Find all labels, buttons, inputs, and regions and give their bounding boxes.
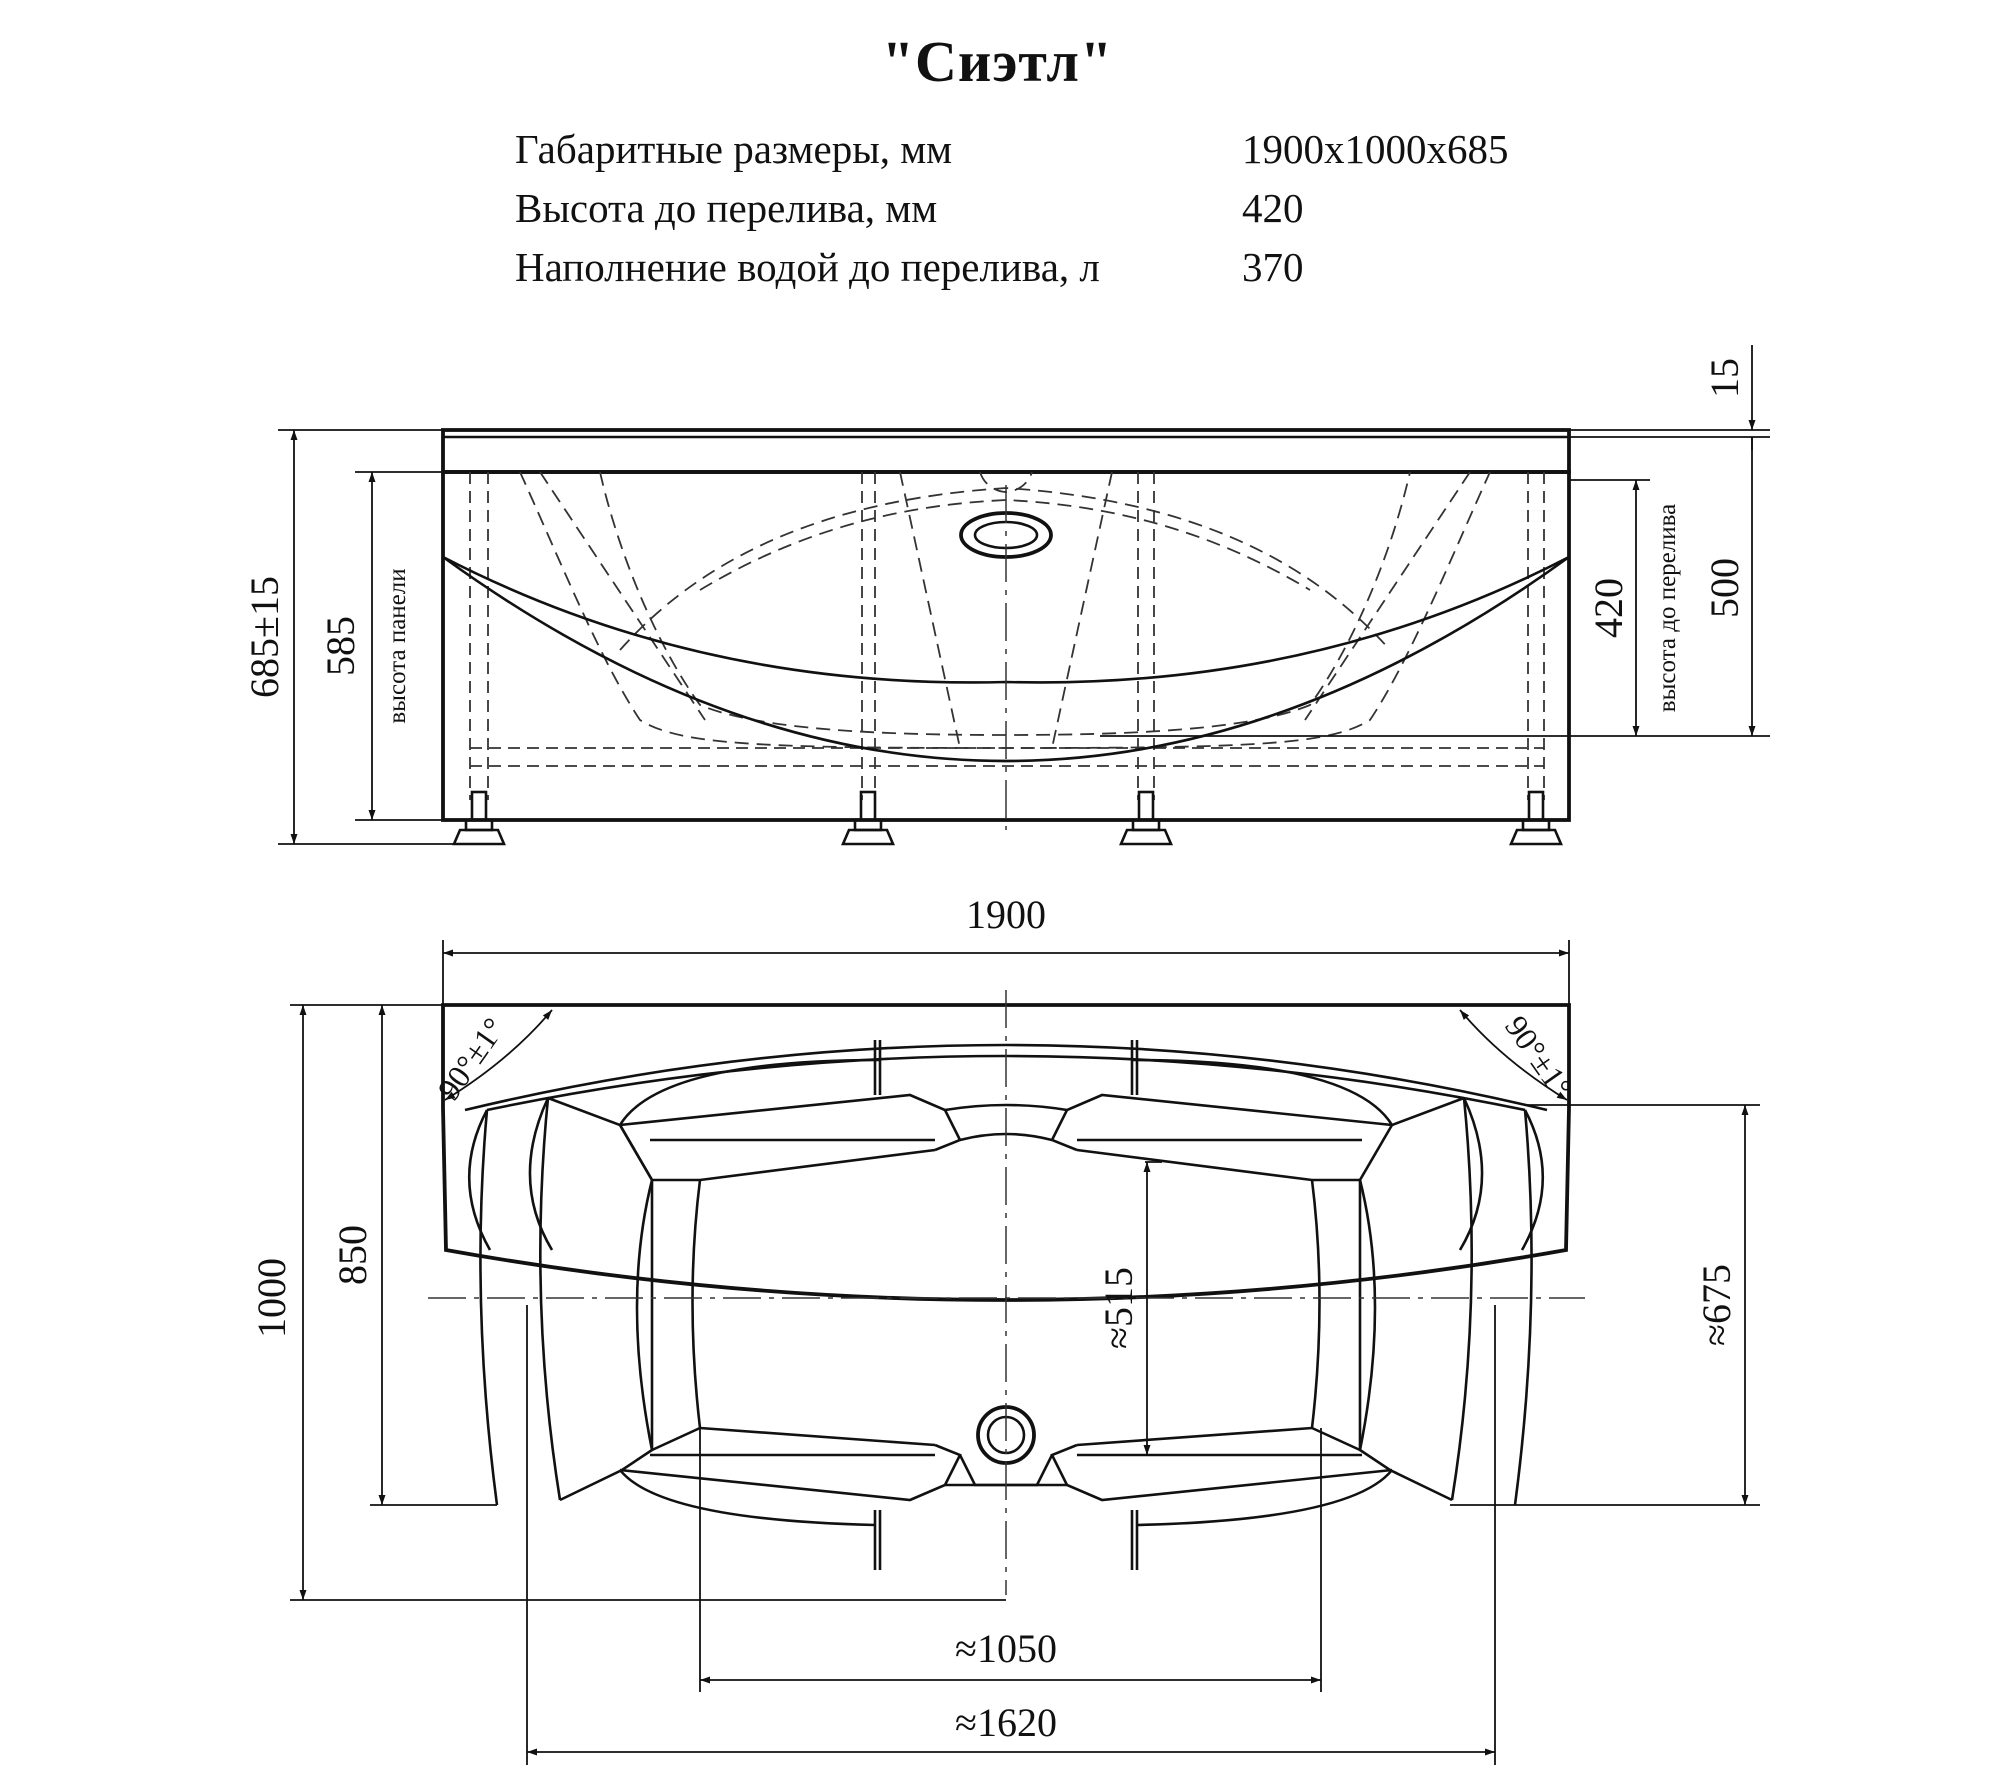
dim-total-height: 685±15 — [242, 576, 287, 698]
drawing-title: "Сиэтл" — [881, 29, 1114, 94]
dim-rim-thickness: 15 — [1702, 358, 1747, 398]
spec-label: Габаритные размеры, мм — [515, 126, 953, 172]
label-overflow-height: высота до перелива — [1654, 503, 1681, 713]
angle-right: 90°±1° — [1498, 1009, 1580, 1105]
top-view — [249, 892, 1760, 1765]
spec-value: 370 — [1242, 244, 1304, 290]
angle-left: 90°±1° — [430, 1011, 512, 1107]
backrest-left — [480, 1098, 700, 1505]
dim-width-inner: 850 — [330, 1225, 375, 1285]
backrest-right — [1312, 1098, 1532, 1505]
dim-inner-height: 500 — [1702, 558, 1747, 618]
dim-panel-height: 585 — [318, 616, 363, 676]
side-view — [242, 345, 1770, 844]
dim-bottom-width: ≈515 — [1096, 1267, 1141, 1349]
spec-label: Наполнение водой до перелива, л — [515, 244, 1100, 290]
spec-value: 420 — [1242, 185, 1304, 231]
side-dimensions-left — [278, 430, 454, 844]
adjustable-feet — [454, 792, 1561, 844]
dim-overflow-height: 420 — [1586, 578, 1631, 638]
dim-width: 1000 — [249, 1258, 294, 1338]
spec-value: 1900x1000x685 — [1242, 126, 1509, 172]
dim-inner-width: ≈675 — [1694, 1264, 1739, 1346]
dim-length: 1900 — [966, 892, 1046, 937]
spec-label: Высота до перелива, мм — [515, 185, 938, 231]
dim-inner-length: ≈1620 — [955, 1700, 1057, 1745]
label-panel-height: высота панели — [384, 568, 411, 724]
dim-bottom-length: ≈1050 — [955, 1626, 1057, 1671]
